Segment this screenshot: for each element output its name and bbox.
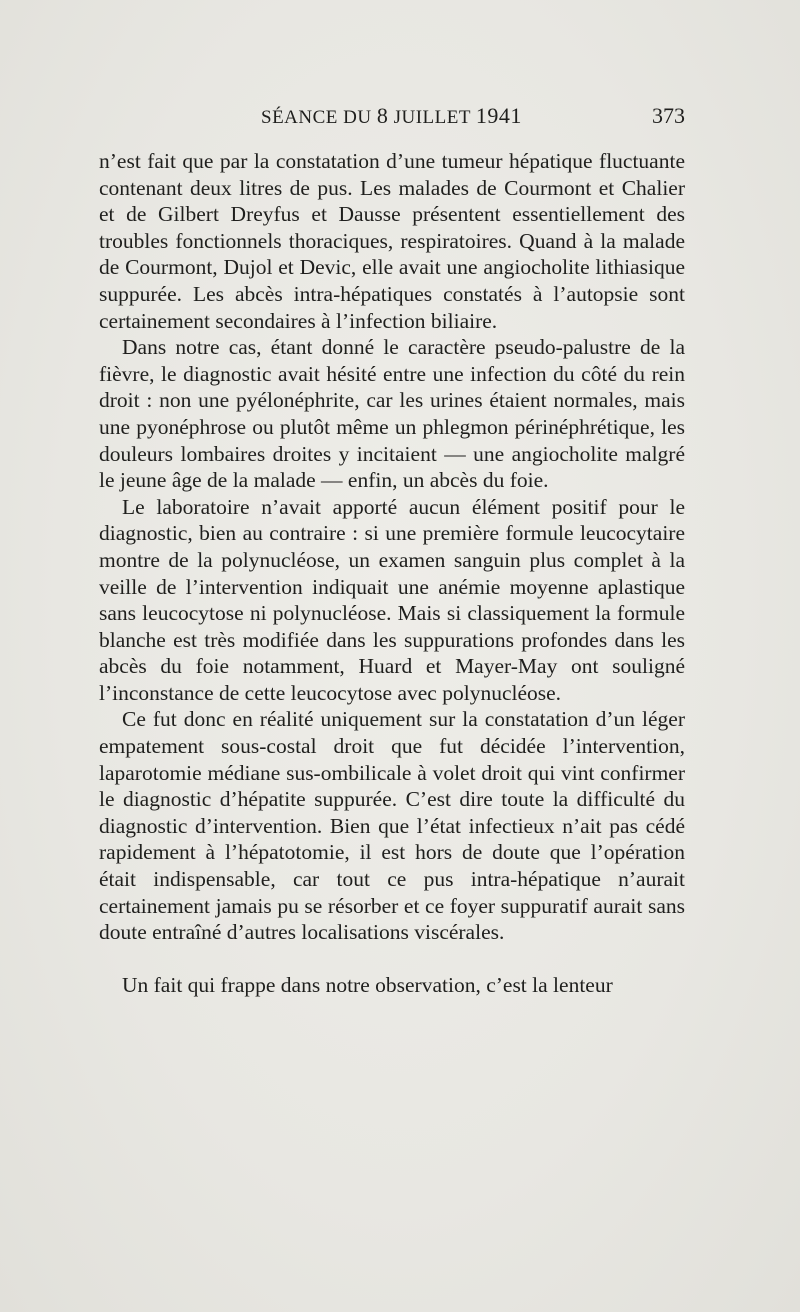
page-number: 373: [652, 103, 685, 128]
body-text: [99, 148, 685, 999]
paragraph-final: Un fait qui frappe dans notre observation, c’est la lenteur: [122, 973, 613, 998]
running-head: [261, 103, 522, 129]
running-head-year: 1941: [475, 103, 522, 128]
running-head-prefix: SÉANCE DU: [261, 107, 377, 128]
running-head-day: 8: [376, 103, 389, 128]
running-head-suffix: JUILLET: [388, 107, 476, 128]
page-header: [99, 103, 685, 133]
paragraph-laboratory: Le laboratoire n’avait apporté aucun élément positif pour le diagnostic, bien au contraire : si une première formule leucocytaire montre de la polynucléose, un examen sanguin plus complet à la veille de l’intervention indiquait une anémie moyenne aplastique sans leucocytose ni polynucléose. Mais si classiquement la formule blanche est très modifiée dans les suppurations profondes dans les abcès du foie notamment, Huard et Mayer-May ont souligné l’inconstance de cette leucocytose avec polynucléose.: [99, 494, 685, 705]
paragraph-continued: n’est fait que par la constatation d’une tumeur hépatique fluctuante contenant deux litres de pus. Les malades de Courmont et Chalier et de Gilbert Dreyfus et Dausse présentent essentiellement des troubles fonctionnels thoraciques, respiratoires. Quand à la malade de Courmont, Dujol et Devic, elle avait une angiocholite lithiasique suppurée. Les abcès intra-hépatiques constatés à l’autopsie sont certainement secondaires à l’infection biliaire.: [99, 149, 685, 333]
paragraph-diagnosis: Dans notre cas, étant donné le caractère pseudo-palustre de la fièvre, le diagnostic avait hésité entre une infection du côté du rein droit : non une pyélonéphrite, car les urines étaient normales, mais une pyonéphrose ou plutôt même un phlegmon périnéphrétique, les douleurs lombaires droites y incitaient — une angiocholite malgré le jeune âge de la malade — enfin, un abcès du foie.: [99, 335, 685, 493]
paragraph-intervention: Ce fut donc en réalité uniquement sur la constatation d’un léger empatement sous-costal droit que fut décidée l’intervention, laparotomie médiane sus-ombilicale à volet droit qui vint confirmer le diagnostic d’hépatite suppurée. C’est dire toute la difficulté du diagnostic d’intervention. Bien que l’état infectieux n’ait pas cédé rapidement à l’hépatotomie, il est hors de doute que l’opération était indispensable, car tout ce pus intra-hépatique n’aurait certainement jamais pu se résorber et ce foyer suppuratif aurait sans doute entraîné d’autres localisations viscérales.: [99, 707, 685, 945]
